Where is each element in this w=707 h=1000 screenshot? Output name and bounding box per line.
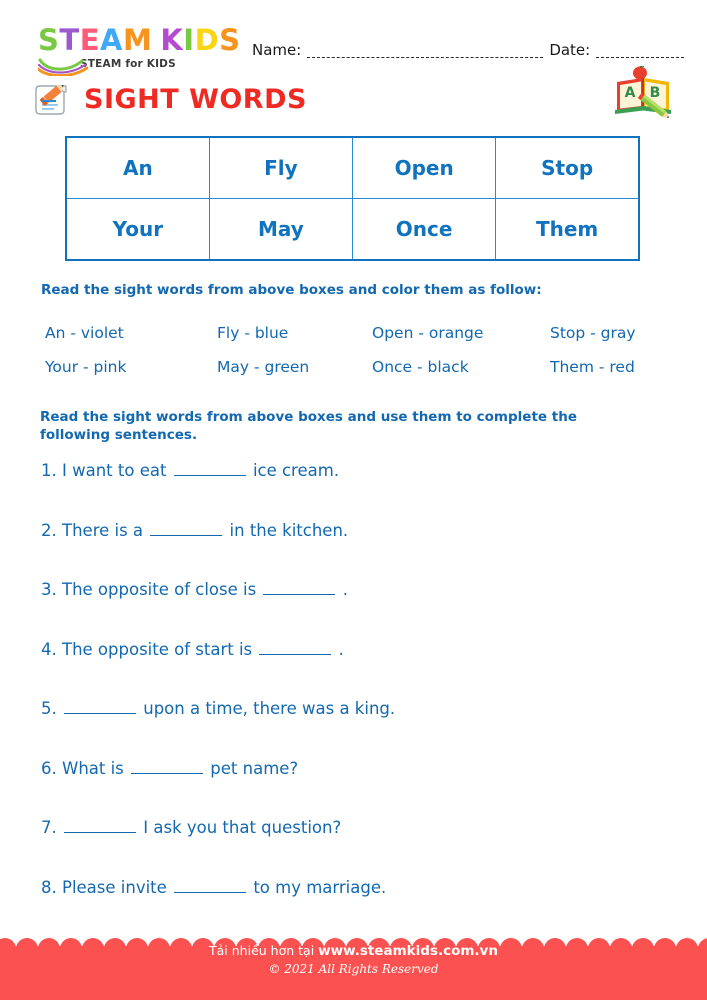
sentence-number: 2. — [41, 520, 57, 540]
sentence-before: There is a — [62, 520, 144, 540]
color-pair: Them - red — [550, 358, 635, 376]
color-assignment-list — [45, 324, 670, 392]
word-cell[interactable]: Fly — [209, 137, 352, 199]
sentence-number: 8. — [41, 877, 57, 897]
answer-blank[interactable] — [259, 641, 331, 655]
sentence-after: . — [342, 580, 348, 599]
instruction-color-words: Read the sight words from above boxes and color them as follow: — [41, 282, 542, 298]
sentence-number: 6. — [41, 758, 57, 778]
sentence-item — [41, 641, 671, 701]
page-title: SIGHT WORDS — [84, 83, 307, 115]
sentence-after: pet name? — [210, 758, 299, 778]
answer-blank[interactable] — [174, 462, 246, 476]
sentence-number: 3. — [41, 580, 57, 599]
logo-letter: M — [122, 23, 153, 57]
sentence-item — [41, 879, 671, 939]
logo-letter: T — [59, 23, 80, 57]
name-label: Name: — [252, 41, 302, 59]
date-label: Date: — [549, 41, 591, 59]
word-cell[interactable]: May — [209, 199, 352, 261]
footer-copyright: © 2021 All Rights Reserved — [268, 962, 439, 976]
sentence-item — [41, 819, 671, 879]
worksheet-title-row — [30, 78, 307, 120]
abc-book-icon — [613, 66, 675, 120]
color-pair: May - green — [217, 358, 310, 376]
footer-website-line — [0, 944, 707, 959]
sentence-item — [41, 522, 671, 582]
sentence-number: 7. — [41, 818, 57, 837]
color-pair: An - violet — [45, 324, 124, 342]
sentence-after: in the kitchen. — [229, 520, 349, 540]
page-footer — [0, 935, 707, 1000]
sentence-item — [41, 581, 671, 641]
sentence-after: . — [338, 639, 344, 659]
color-row — [45, 324, 670, 358]
logo-letter: D — [194, 23, 220, 57]
sentence-item — [41, 700, 671, 760]
color-row — [45, 358, 670, 392]
table-row — [66, 137, 639, 199]
sentence-after: to my marriage. — [253, 877, 387, 897]
sentence-after: upon a time, there was a king. — [143, 699, 396, 718]
sentence-before: What is — [62, 758, 124, 778]
word-cell[interactable]: Once — [353, 199, 496, 261]
sentence-after: I ask you that question? — [143, 818, 342, 837]
answer-blank[interactable] — [174, 879, 246, 893]
name-date-row — [252, 36, 682, 58]
date-input-line[interactable] — [596, 45, 684, 58]
footer-prefix: Tải nhiều hơn tại — [209, 943, 319, 958]
sentence-number: 1. — [41, 461, 57, 480]
svg-text:B: B — [649, 85, 661, 101]
sight-words-table — [65, 136, 640, 261]
instruction-complete-sentences: Read the sight words from above boxes and use them to complete the following sentences. — [40, 409, 577, 444]
word-cell[interactable]: Your — [66, 199, 209, 261]
color-pair: Stop - gray — [550, 324, 636, 342]
color-pair: Open - orange — [372, 324, 484, 342]
steam-kids-logo — [38, 23, 241, 70]
word-cell[interactable]: Open — [353, 137, 496, 199]
sentence-item — [41, 462, 671, 522]
word-cell[interactable]: Stop — [496, 137, 639, 199]
answer-blank[interactable] — [263, 581, 335, 595]
name-input-line[interactable] — [307, 45, 543, 58]
table-row — [66, 199, 639, 261]
answer-blank[interactable] — [64, 700, 136, 714]
logo-letter: S — [38, 23, 60, 57]
sentence-before: The opposite of close is — [62, 580, 257, 599]
notepad-pencil-icon — [30, 78, 74, 120]
logo-letter: E — [79, 23, 100, 57]
logo-letter: A — [100, 23, 123, 57]
word-cell[interactable]: An — [66, 137, 209, 199]
sentence-before: I want to eat — [62, 461, 167, 480]
sentence-item — [41, 760, 671, 820]
sentence-number: 4. — [41, 639, 57, 659]
page-header — [0, 0, 707, 128]
sentence-before: The opposite of start is — [62, 639, 253, 659]
sentence-before: Please invite — [62, 877, 167, 897]
logo-wordmark — [38, 23, 241, 57]
answer-blank[interactable] — [150, 522, 222, 536]
color-pair: Fly - blue — [217, 324, 289, 342]
sentence-list — [41, 462, 671, 938]
logo-tagline: STEAM for KIDS — [80, 58, 176, 70]
logo-letter: S — [219, 23, 241, 57]
sentence-after: ice cream. — [252, 461, 340, 480]
footer-website[interactable]: www.steamkids.com.vn — [318, 943, 498, 959]
svg-text:A: A — [624, 85, 636, 101]
logo-letter: K — [160, 23, 184, 57]
logo-swoosh-icon — [38, 54, 88, 76]
color-pair: Your - pink — [45, 358, 127, 376]
sentence-number: 5. — [41, 699, 57, 718]
answer-blank[interactable] — [131, 760, 203, 774]
answer-blank[interactable] — [64, 819, 136, 833]
color-pair: Once - black — [372, 358, 469, 376]
logo-letter: I — [183, 23, 195, 57]
word-cell[interactable]: Them — [496, 199, 639, 261]
